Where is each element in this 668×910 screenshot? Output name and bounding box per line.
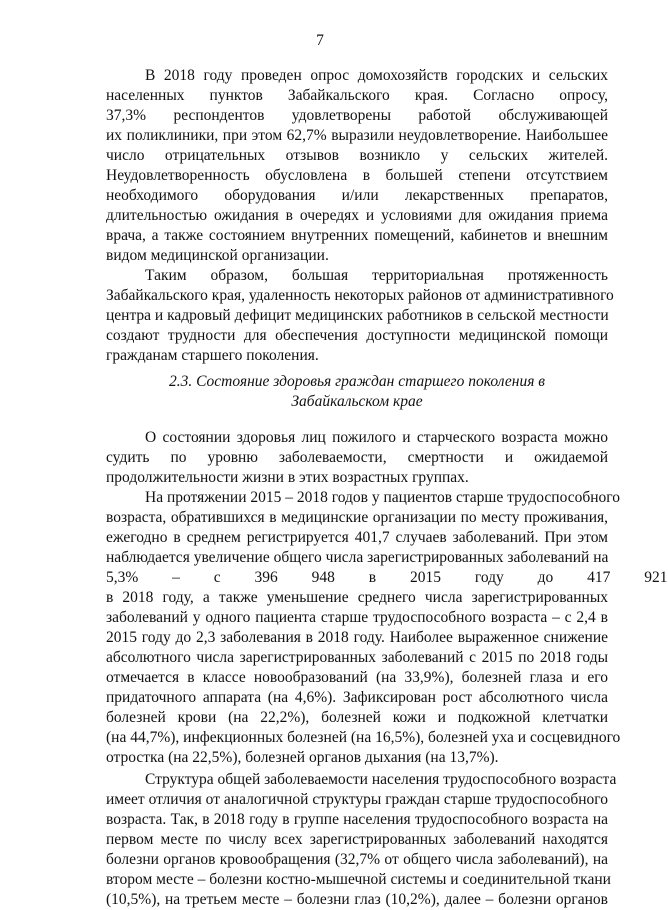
text-line: Структура общей заболеваемости населения трудоспособного возраста <box>145 771 617 788</box>
text-line: населенных пунктов Забайкальского края. Согласно опросу, <box>106 87 608 104</box>
text-line: необходимого оборудования и/или лекарственных препаратов, <box>106 187 608 204</box>
text-line: длительностью ожидания в очередях и условиями для ожидания приема <box>106 207 608 224</box>
text-line: 2015 году до 2,3 заболевания в 2018 году. Наиболее выраженное снижение <box>106 629 608 646</box>
text-line: отмечается в классе новообразований (на 33,9%), болезней глаза и его <box>106 669 608 686</box>
text-line: возраста. Так, в 2018 году в группе населения трудоспособного возраста на <box>106 811 608 828</box>
text-line: втором месте – болезни костно-мышечной системы и соединительной ткани <box>106 871 611 888</box>
text-line: заболеваний у одного пациента старше трудоспособного возраста – с 2,4 в <box>106 609 608 626</box>
text-line: их поликлиники, при этом 62,7% выразили неудовлетворение. Наибольшее <box>106 127 608 144</box>
text-line: На протяжении 2015 – 2018 годов у пациентов старше трудоспособного <box>145 489 620 506</box>
text-line: в 2018 году, а также уменьшение среднего числа зарегистрированных <box>106 589 608 606</box>
text-line: ежегодно в среднем регистрируется 401,7 случаев заболеваний. При этом <box>106 529 608 546</box>
text-line: В 2018 году проведен опрос домохозяйств городских и сельских <box>145 67 608 84</box>
text-line: Неудовлетворенность обусловлена в большей степени отсутствием <box>106 167 608 184</box>
text-line: 37,3% респондентов удовлетворены работой обслуживающей <box>106 107 608 124</box>
text-line: О состоянии здоровья лиц пожилого и старческого возраста можно <box>145 429 608 446</box>
text-line: врача, а также состоянием внутренних помещений, кабинетов и внешним <box>106 227 608 244</box>
text-line: судить по уровню заболеваемости, смертности и ожидаемой <box>106 449 608 466</box>
section-heading-line: 2.3. Состояние здоровья граждан старшего поколения в <box>168 373 546 390</box>
text-line: имеет отличия от аналогичной структуры граждан старше трудоспособного <box>106 791 608 808</box>
text-line: 5,3% – с 396 948 в 2015 году до 417 921 <box>106 569 668 586</box>
text-line: болезни органов кровообращения (32,7% от общего числа заболеваний), на <box>106 851 608 868</box>
text-line: абсолютного числа зарегистрированных заболеваний с 2015 по 2018 годы <box>106 649 608 666</box>
text-line: отростка (на 22,5%), болезней органов дыхания (на 13,7%). <box>106 749 499 766</box>
text-line: видом медицинской организации. <box>106 247 329 264</box>
text-line: Таким образом, большая территориальная протяженность <box>145 267 608 284</box>
text-line: Забайкальского края, удаленность некоторых районов от административного <box>106 287 614 304</box>
text-line: придаточного аппарата (на 4,6%). Зафиксирован рост абсолютного числа <box>106 689 608 706</box>
text-line: возраста, обратившихся в медицинские организации по месту проживания, <box>106 509 608 526</box>
text-line: болезней крови (на 22,2%), болезней кожи и подкожной клетчатки <box>106 709 608 726</box>
text-line: число отрицательных отзывов возникло у сельских жителей. <box>106 147 608 164</box>
text-line: (10,5%), на третьем месте – болезни глаз (10,2%), далее – болезни органов <box>106 891 608 908</box>
text-line: гражданам старшего поколения. <box>106 347 319 364</box>
page-number: 7 <box>316 32 324 49</box>
text-line: создают трудности для обеспечения доступности медицинской помощи <box>106 327 608 344</box>
text-line: центра и кадровый дефицит медицинских работников в сельской местности <box>106 307 609 324</box>
section-heading <box>106 372 608 412</box>
text-line: наблюдается увеличение общего числа зарегистрированных заболеваний на <box>106 549 609 566</box>
text-line: продолжительности жизни в этих возрастных группах. <box>106 469 469 486</box>
text-line: первом месте по числу всех зарегистрированных заболеваний находятся <box>106 831 608 848</box>
section-heading-line: Забайкальском крае <box>291 393 423 410</box>
text-line: (на 44,7%), инфекционных болезней (на 16,5%), болезней уха и сосцевидного <box>106 729 621 746</box>
